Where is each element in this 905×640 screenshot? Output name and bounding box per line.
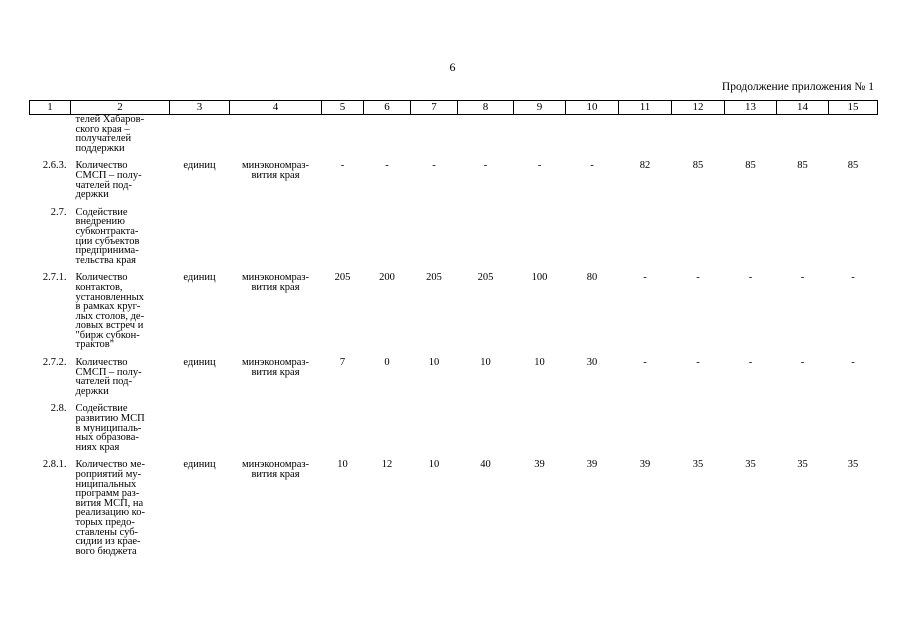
row-value-col-13	[725, 115, 777, 154]
table-body	[30, 115, 878, 557]
row-name: Содействие развитию МСП в муниципаль- ных образова- ниях края	[75, 403, 145, 453]
row-value-col-5	[322, 208, 364, 266]
column-header-9: 9	[514, 101, 566, 115]
row-value-col-12: 85	[692, 160, 704, 172]
row-value-col-5	[322, 404, 364, 452]
table-row	[30, 404, 878, 452]
column-header-13: 13	[725, 101, 777, 115]
table-row	[30, 161, 878, 199]
row-value-col-9	[514, 208, 566, 266]
row-value-col-12	[672, 404, 725, 452]
column-header-2: 2	[71, 101, 170, 115]
page-number: 6	[449, 60, 456, 74]
row-value-col-15: 35	[847, 459, 859, 471]
column-header-6: 6	[364, 101, 411, 115]
row-value-col-14	[777, 208, 829, 266]
row-value-col-12: 35	[692, 459, 704, 471]
row-unit	[170, 208, 230, 266]
row-value-col-13: -	[748, 272, 753, 284]
row-value-col-5: -	[340, 160, 345, 172]
row-number: 2.6.3.	[42, 160, 67, 172]
row-value-col-15: 85	[847, 160, 859, 172]
row-value-col-9: 39	[534, 459, 545, 471]
column-header-10: 10	[566, 101, 619, 115]
row-value-col-12: -	[696, 357, 700, 369]
row-value-col-10: 80	[586, 272, 598, 284]
row-value-col-8: -	[483, 160, 488, 172]
row-value-col-6: 0	[384, 357, 390, 369]
table-row	[30, 115, 878, 154]
row-value-col-15	[829, 404, 878, 452]
table-header-row	[30, 101, 878, 115]
row-value-col-13: 85	[745, 160, 756, 172]
row-value-col-13	[725, 208, 777, 266]
row-value-col-5: 7	[339, 357, 346, 369]
row-value-col-9	[514, 404, 566, 452]
row-value-col-15: -	[851, 272, 855, 284]
row-responsible: минэкономраз- вития края	[241, 357, 310, 378]
column-header-8: 8	[458, 101, 514, 115]
row-responsible	[230, 208, 322, 266]
row-unit	[170, 404, 230, 452]
row-value-col-11: 39	[639, 459, 651, 471]
row-value-col-9: -	[537, 160, 542, 172]
row-unit: единиц	[183, 272, 216, 284]
column-header-7: 7	[411, 101, 458, 115]
row-value-col-13: -	[748, 357, 753, 369]
row-value-col-14	[777, 115, 829, 154]
row-value-col-15	[829, 208, 878, 266]
column-header-15: 15	[829, 101, 878, 115]
row-value-col-11	[619, 208, 672, 266]
row-responsible	[230, 404, 322, 452]
row-value-col-5	[322, 115, 364, 154]
table-row	[30, 208, 878, 266]
row-value-col-12: -	[696, 272, 700, 284]
row-spacer-cell	[30, 396, 878, 404]
row-name: телей Хабаров- ского края – получателей поддержки	[75, 114, 145, 154]
indicator-table	[29, 100, 878, 556]
row-number: 2.7.1.	[42, 272, 67, 284]
row-value-col-7: 10	[428, 459, 440, 471]
row-value-col-6	[364, 404, 411, 452]
row-value-col-6: 12	[381, 459, 393, 471]
row-value-col-7	[411, 208, 458, 266]
row-value-col-10	[566, 208, 619, 266]
row-value-col-8: 40	[480, 459, 491, 471]
row-number: 2.7.	[50, 206, 67, 218]
row-spacer	[30, 396, 878, 404]
row-value-col-14: 85	[797, 160, 808, 172]
row-number: 2.7.2.	[42, 357, 67, 369]
row-value-col-14: -	[800, 272, 805, 284]
row-number	[30, 115, 71, 154]
row-value-col-8	[458, 404, 514, 452]
row-name: Количество СМСП – полу- чателей под- держки	[75, 160, 142, 201]
row-value-col-7: -	[432, 160, 436, 172]
row-value-col-9: 10	[534, 357, 545, 369]
row-unit	[170, 115, 230, 154]
row-value-col-15	[829, 115, 878, 154]
row-responsible	[230, 115, 322, 154]
row-value-col-11: -	[643, 272, 647, 284]
continuation-label: Продолжение приложения № 1	[721, 81, 874, 93]
row-value-col-11	[619, 115, 672, 154]
row-value-col-13	[725, 404, 777, 452]
row-value-col-9	[514, 115, 566, 154]
row-value-col-5: 10	[337, 459, 348, 471]
row-value-col-8	[458, 208, 514, 266]
row-value-col-10	[566, 115, 619, 154]
row-name: Количество ме- роприятий му- ниципальных программ раз- вития МСП, на реализацию ко- торых предо- ставлены суб- сидии из крае- вого бюджета	[75, 459, 145, 557]
row-value-col-7	[411, 115, 458, 154]
row-value-col-10: 30	[586, 357, 598, 369]
row-value-col-12	[672, 208, 725, 266]
row-number: 2.8.	[50, 403, 67, 415]
row-value-col-6	[364, 208, 411, 266]
column-header-5: 5	[322, 101, 364, 115]
row-value-col-11: -	[643, 357, 647, 369]
column-header-4: 4	[230, 101, 322, 115]
column-header-11: 11	[619, 101, 672, 115]
row-value-col-10: -	[590, 160, 594, 172]
column-header-3: 3	[170, 101, 230, 115]
row-responsible: минэкономраз- вития края	[241, 160, 310, 181]
row-value-col-7: 205	[426, 272, 442, 284]
row-responsible: минэкономраз- вития края	[241, 459, 310, 480]
row-responsible: минэкономраз- вития края	[241, 272, 310, 293]
row-unit: единиц	[183, 357, 216, 369]
row-value-col-6: 200	[379, 272, 395, 284]
row-value-col-11	[619, 404, 672, 452]
row-value-col-10	[566, 404, 619, 452]
column-header-14: 14	[777, 101, 829, 115]
row-value-col-10: 39	[586, 459, 598, 471]
row-value-col-5: 205	[334, 272, 351, 284]
row-value-col-12	[672, 115, 725, 154]
table-row	[30, 460, 878, 556]
row-name: Количество контактов, установленных в рамках круг- лых столов, де- ловых встреч и "бирж субкон- трактов"	[75, 272, 145, 351]
row-name: Содействие внедрению субконтракта- ции субъектов предпринима- тельства края	[75, 206, 140, 266]
row-value-col-15: -	[851, 357, 855, 369]
row-value-col-8	[458, 115, 514, 154]
table-row	[30, 358, 878, 396]
row-name: Количество СМСП – полу- чателей под- держки	[75, 357, 142, 397]
row-value-col-14: 35	[797, 459, 808, 471]
row-value-col-14: -	[800, 357, 805, 369]
row-value-col-6	[364, 115, 411, 154]
column-header-1: 1	[30, 101, 71, 115]
row-value-col-13: 35	[745, 459, 756, 471]
row-value-col-9: 100	[531, 272, 548, 284]
row-spacer-cell	[30, 200, 878, 208]
table-row	[30, 273, 878, 350]
row-value-col-14	[777, 404, 829, 452]
row-spacer	[30, 200, 878, 208]
row-value-col-8: 205	[477, 272, 494, 284]
row-unit: единиц	[183, 160, 216, 172]
row-value-col-6: -	[385, 160, 389, 172]
column-header-12: 12	[672, 101, 725, 115]
row-number: 2.8.1.	[42, 459, 67, 471]
row-value-col-8: 10	[480, 357, 491, 369]
row-value-col-7: 10	[428, 357, 440, 369]
row-value-col-7	[411, 404, 458, 452]
row-value-col-11: 82	[639, 160, 651, 172]
row-unit: единиц	[183, 459, 216, 471]
